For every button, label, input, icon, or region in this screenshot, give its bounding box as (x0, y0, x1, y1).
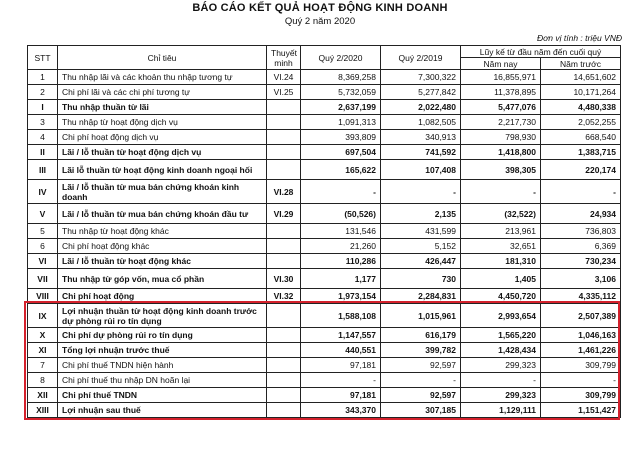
cell-last-year: 668,540 (541, 130, 621, 145)
cell-q2-2020: 97,181 (301, 358, 381, 373)
cell-q2-2020: (50,526) (301, 204, 381, 224)
unit-label: Đơn vị tính : triệu VNĐ (537, 33, 622, 43)
cell-note: VI.32 (267, 289, 301, 304)
cell-last-year: 6,369 (541, 239, 621, 254)
cell-q2-2020: 131,546 (301, 224, 381, 239)
cell-q2-2020: 165,622 (301, 160, 381, 180)
cell-item: Chi phí thuế TNDN (58, 388, 267, 403)
cell-item: Chi phí dự phòng rủi ro tín dụng (58, 328, 267, 343)
cell-q2-2019: 5,277,842 (381, 85, 461, 100)
cell-q2-2019: 1,015,961 (381, 304, 461, 328)
cell-q2-2019: 616,179 (381, 328, 461, 343)
cell-item: Chi phí thuế TNDN hiện hành (58, 358, 267, 373)
cell-this-year: 11,378,895 (461, 85, 541, 100)
header-q2-2019: Quý 2/2019 (381, 46, 461, 70)
cell-item: Chi phí hoạt động (58, 289, 267, 304)
table-row (28, 224, 621, 239)
cell-q2-2019: 2,135 (381, 204, 461, 224)
table-row (28, 373, 621, 388)
cell-note: VI.24 (267, 70, 301, 85)
cell-last-year: 1,151,427 (541, 403, 621, 418)
table-row (28, 343, 621, 358)
cell-q2-2020: 97,181 (301, 388, 381, 403)
header-stt: STT (28, 46, 58, 70)
cell-q2-2020: 2,637,199 (301, 100, 381, 115)
cell-item: Lợi nhuận sau thuế (58, 403, 267, 418)
cell-q2-2020: 110,286 (301, 254, 381, 269)
cell-q2-2020: - (301, 373, 381, 388)
cell-stt: 7 (28, 358, 58, 373)
table-row (28, 254, 621, 269)
table-row (28, 358, 621, 373)
cell-last-year: 1,046,163 (541, 328, 621, 343)
table-row (28, 304, 621, 328)
cell-last-year: 736,803 (541, 224, 621, 239)
cell-stt: 6 (28, 239, 58, 254)
cell-stt: IX (28, 304, 58, 328)
table-row (28, 100, 621, 115)
table-row (28, 239, 621, 254)
cell-q2-2020: - (301, 180, 381, 204)
cell-last-year: 1,383,715 (541, 145, 621, 160)
cell-item: Lãi lỗ thuần từ hoạt động kinh doanh ngoại hối (58, 160, 267, 180)
cell-q2-2019: 92,597 (381, 388, 461, 403)
cell-stt: 4 (28, 130, 58, 145)
table-row (28, 160, 621, 180)
cell-stt: 8 (28, 373, 58, 388)
cell-this-year: 213,961 (461, 224, 541, 239)
cell-this-year: (32,522) (461, 204, 541, 224)
cell-q2-2020: 343,370 (301, 403, 381, 418)
cell-note (267, 254, 301, 269)
cell-note (267, 328, 301, 343)
cell-item: Thu nhập từ hoạt động dịch vụ (58, 115, 267, 130)
cell-q2-2020: 5,732,059 (301, 85, 381, 100)
table-row (28, 70, 621, 85)
cell-this-year: - (461, 180, 541, 204)
header-this-year: Năm nay (461, 58, 541, 70)
cell-item: Chi phí hoạt động khác (58, 239, 267, 254)
cell-q2-2019: 2,284,831 (381, 289, 461, 304)
cell-last-year: 1,461,226 (541, 343, 621, 358)
cell-last-year: 2,052,255 (541, 115, 621, 130)
cell-this-year: 181,310 (461, 254, 541, 269)
cell-note (267, 388, 301, 403)
cell-q2-2020: 1,588,108 (301, 304, 381, 328)
cell-q2-2020: 1,973,154 (301, 289, 381, 304)
cell-q2-2019: - (381, 373, 461, 388)
cell-item: Thu nhập lãi và các khoản thu nhập tương tự (58, 70, 267, 85)
cell-last-year: - (541, 373, 621, 388)
cell-q2-2019: 741,592 (381, 145, 461, 160)
header-item: Chỉ tiêu (58, 46, 267, 70)
cell-q2-2020: 21,260 (301, 239, 381, 254)
report-title: BÁO CÁO KẾT QUẢ HOẠT ĐỘNG KINH DOANH (192, 2, 448, 14)
header-note: Thuyết minh (267, 46, 301, 70)
cell-stt: X (28, 328, 58, 343)
cell-last-year: 4,335,112 (541, 289, 621, 304)
cell-stt: XII (28, 388, 58, 403)
cell-note (267, 403, 301, 418)
cell-last-year: 730,234 (541, 254, 621, 269)
cell-q2-2019: 399,782 (381, 343, 461, 358)
cell-item: Thu nhập từ hoạt động khác (58, 224, 267, 239)
cell-stt: 1 (28, 70, 58, 85)
cell-item: Chi phí thuế thu nhập DN hoãn lại (58, 373, 267, 388)
cell-note (267, 145, 301, 160)
table-row (28, 388, 621, 403)
cell-stt: II (28, 145, 58, 160)
table-row (28, 403, 621, 418)
cell-q2-2019: 431,599 (381, 224, 461, 239)
cell-item: Lợi nhuận thuần từ hoạt động kinh doanh trước dự phòng rủi ro tín dụng (58, 304, 267, 328)
cell-this-year: 1,418,800 (461, 145, 541, 160)
cell-note: VI.25 (267, 85, 301, 100)
cell-this-year: 16,855,971 (461, 70, 541, 85)
cell-this-year: 299,323 (461, 358, 541, 373)
cell-q2-2020: 697,504 (301, 145, 381, 160)
cell-item: Lãi / lỗ thuần từ mua bán chứng khoán đầu tư (58, 204, 267, 224)
cell-stt: IV (28, 180, 58, 204)
cell-q2-2019: 730 (381, 269, 461, 289)
cell-stt: 3 (28, 115, 58, 130)
table-row (28, 204, 621, 224)
cell-this-year: - (461, 373, 541, 388)
cell-q2-2020: 1,177 (301, 269, 381, 289)
cell-stt: I (28, 100, 58, 115)
cell-note (267, 304, 301, 328)
cell-stt: XI (28, 343, 58, 358)
cell-last-year: 4,480,338 (541, 100, 621, 115)
cell-last-year: 14,651,602 (541, 70, 621, 85)
cell-this-year: 1,129,111 (461, 403, 541, 418)
table-row (28, 269, 621, 289)
cell-this-year: 1,565,220 (461, 328, 541, 343)
cell-note (267, 224, 301, 239)
header-ytd-group: Lũy kế từ đầu năm đến cuối quý (461, 46, 621, 58)
cell-stt: III (28, 160, 58, 180)
cell-last-year: 220,174 (541, 160, 621, 180)
cell-note: VI.30 (267, 269, 301, 289)
cell-this-year: 798,930 (461, 130, 541, 145)
cell-last-year: - (541, 180, 621, 204)
cell-q2-2019: 92,597 (381, 358, 461, 373)
cell-last-year: 309,799 (541, 358, 621, 373)
cell-stt: VIII (28, 289, 58, 304)
cell-q2-2020: 440,551 (301, 343, 381, 358)
cell-this-year: 32,651 (461, 239, 541, 254)
cell-note: VI.28 (267, 180, 301, 204)
cell-this-year: 1,428,434 (461, 343, 541, 358)
cell-this-year: 2,217,730 (461, 115, 541, 130)
cell-note (267, 373, 301, 388)
cell-note (267, 343, 301, 358)
table-body (28, 70, 621, 418)
cell-note (267, 130, 301, 145)
header-last-year: Năm trước (541, 58, 621, 70)
cell-note (267, 115, 301, 130)
cell-q2-2020: 1,147,557 (301, 328, 381, 343)
cell-note (267, 239, 301, 254)
cell-this-year: 1,405 (461, 269, 541, 289)
cell-last-year: 3,106 (541, 269, 621, 289)
cell-last-year: 24,934 (541, 204, 621, 224)
cell-stt: V (28, 204, 58, 224)
cell-note (267, 160, 301, 180)
report-subtitle: Quý 2 năm 2020 (284, 16, 356, 27)
table-row (28, 115, 621, 130)
cell-q2-2019: 1,082,505 (381, 115, 461, 130)
cell-q2-2019: 340,913 (381, 130, 461, 145)
cell-stt: XIII (28, 403, 58, 418)
cell-q2-2019: 107,408 (381, 160, 461, 180)
income-statement-table (27, 45, 621, 418)
cell-stt: 2 (28, 85, 58, 100)
cell-q2-2019: 7,300,322 (381, 70, 461, 85)
cell-q2-2019: - (381, 180, 461, 204)
cell-this-year: 5,477,076 (461, 100, 541, 115)
table-row (28, 289, 621, 304)
cell-q2-2019: 307,185 (381, 403, 461, 418)
cell-stt: 5 (28, 224, 58, 239)
cell-q2-2020: 1,091,313 (301, 115, 381, 130)
cell-note (267, 358, 301, 373)
cell-last-year: 2,507,389 (541, 304, 621, 328)
cell-item: Lãi / lỗ thuần từ mua bán chứng khoán kinh doanh (58, 180, 267, 204)
cell-item: Chi phí lãi và các chi phí tương tự (58, 85, 267, 100)
cell-this-year: 2,993,654 (461, 304, 541, 328)
cell-q2-2020: 393,809 (301, 130, 381, 145)
cell-this-year: 4,450,720 (461, 289, 541, 304)
cell-q2-2020: 8,369,258 (301, 70, 381, 85)
cell-q2-2019: 426,447 (381, 254, 461, 269)
cell-item: Chi phí hoạt động dịch vụ (58, 130, 267, 145)
cell-q2-2019: 2,022,480 (381, 100, 461, 115)
cell-note: VI.29 (267, 204, 301, 224)
cell-item: Tổng lợi nhuận trước thuế (58, 343, 267, 358)
cell-item: Lãi / lỗ thuần từ hoạt động dịch vụ (58, 145, 267, 160)
table-row (28, 130, 621, 145)
cell-this-year: 299,323 (461, 388, 541, 403)
table-row (28, 145, 621, 160)
table-row (28, 328, 621, 343)
header-q2-2020: Quý 2/2020 (301, 46, 381, 70)
cell-stt: VII (28, 269, 58, 289)
cell-last-year: 309,799 (541, 388, 621, 403)
cell-this-year: 398,305 (461, 160, 541, 180)
table-row (28, 180, 621, 204)
cell-item: Lãi / lỗ thuần từ hoạt động khác (58, 254, 267, 269)
cell-q2-2019: 5,152 (381, 239, 461, 254)
cell-note (267, 100, 301, 115)
cell-item: Thu nhập thuần từ lãi (58, 100, 267, 115)
table-row (28, 85, 621, 100)
cell-last-year: 10,171,264 (541, 85, 621, 100)
cell-stt: VI (28, 254, 58, 269)
cell-item: Thu nhập từ góp vốn, mua cổ phần (58, 269, 267, 289)
